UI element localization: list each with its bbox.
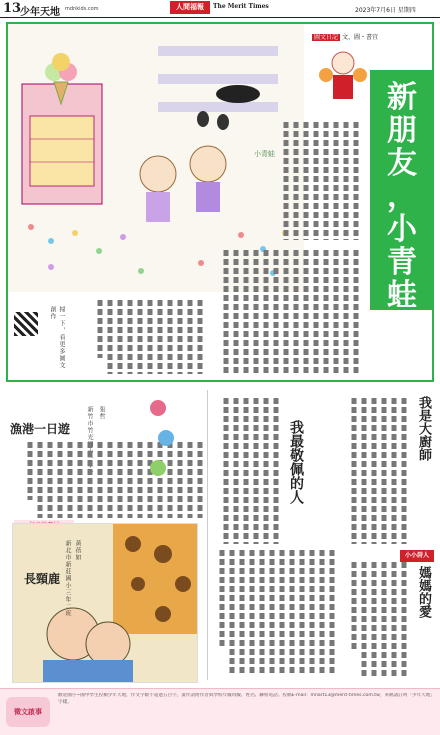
giraffe-painting [12, 523, 198, 683]
feature-title-banner [370, 70, 434, 313]
svg-text:小青蛙: 小青蛙 [254, 150, 275, 158]
site-url: mdnkids.com [65, 6, 99, 12]
diary-tag [312, 32, 404, 42]
giraffe-school: 新北市新莊國小三年二班 [64, 540, 71, 617]
giraffe-author: 黃蓓如 [74, 540, 81, 561]
title-char: ， [387, 179, 417, 214]
title-char: 友 [387, 146, 417, 181]
section-title: 少年天地 [20, 7, 60, 18]
title-char: 朋 [387, 113, 417, 148]
chef-body [344, 396, 410, 546]
mothers-love-body [344, 560, 410, 678]
text-lines [10, 298, 210, 376]
article-title-giraffe: 長頸鹿 [24, 572, 61, 586]
text-lines [344, 396, 410, 546]
admire-body-lower [212, 548, 338, 678]
text-lines [212, 548, 338, 678]
text-lines [344, 560, 410, 678]
giraffe-svg [13, 524, 198, 683]
tag-label: 圖文日記 [314, 34, 339, 41]
article-title-fishing-port: 漁港一日遊 [10, 422, 71, 436]
article-title-mothers-love: 媽媽的愛 [416, 566, 431, 618]
girl-doodle [318, 45, 368, 105]
issue-date: 2023年7月6日 星期四 [355, 7, 416, 14]
call-for-submissions-logo: 徵文啟事 [6, 697, 50, 727]
feature-body-text-right [212, 120, 362, 376]
page-number: 13 [3, 1, 22, 16]
decor-circle [150, 400, 166, 416]
article-title-chef: 我是大廚師 [416, 396, 431, 461]
masthead-english: The Merit Times [213, 3, 269, 10]
title-char: 青 [387, 245, 417, 280]
article-author: 張哲 [98, 406, 105, 420]
qr-caption: 掃一下，看更多圖文創作 [49, 306, 65, 369]
footer-notice: 歡迎國小~國中學生投稿少年天地，作文字數不超過五百字，畫作請附作者與學校年級班級、姓名、聯絡電話。投稿E-mail：mnart13@merit-times.com.tw，來稿請註明「少年天地」字樣。 [58, 693, 433, 705]
text-lines [212, 396, 282, 546]
column-divider [207, 390, 208, 680]
article-title-admire: 我最敬佩的人 [288, 420, 304, 504]
article-school: 新竹市竹光 一 [86, 406, 93, 462]
tag-meta: 文、圖・書宜 [341, 34, 378, 41]
masthead-logo: 人間福報 [170, 1, 210, 14]
title-char: 新 [387, 80, 417, 115]
decor-circle [150, 460, 166, 476]
qr-code[interactable] [14, 312, 38, 336]
title-char: 蛙 [387, 278, 417, 313]
text-lines [10, 440, 205, 520]
text-lines [212, 120, 362, 376]
poet-badge: 小小詩人 [400, 550, 434, 562]
fishing-port-body [10, 440, 205, 520]
title-char: 小 [387, 212, 417, 247]
feature-body-text-lower-left [10, 298, 210, 376]
decor-circle [158, 430, 174, 446]
admire-body-left [212, 396, 282, 546]
